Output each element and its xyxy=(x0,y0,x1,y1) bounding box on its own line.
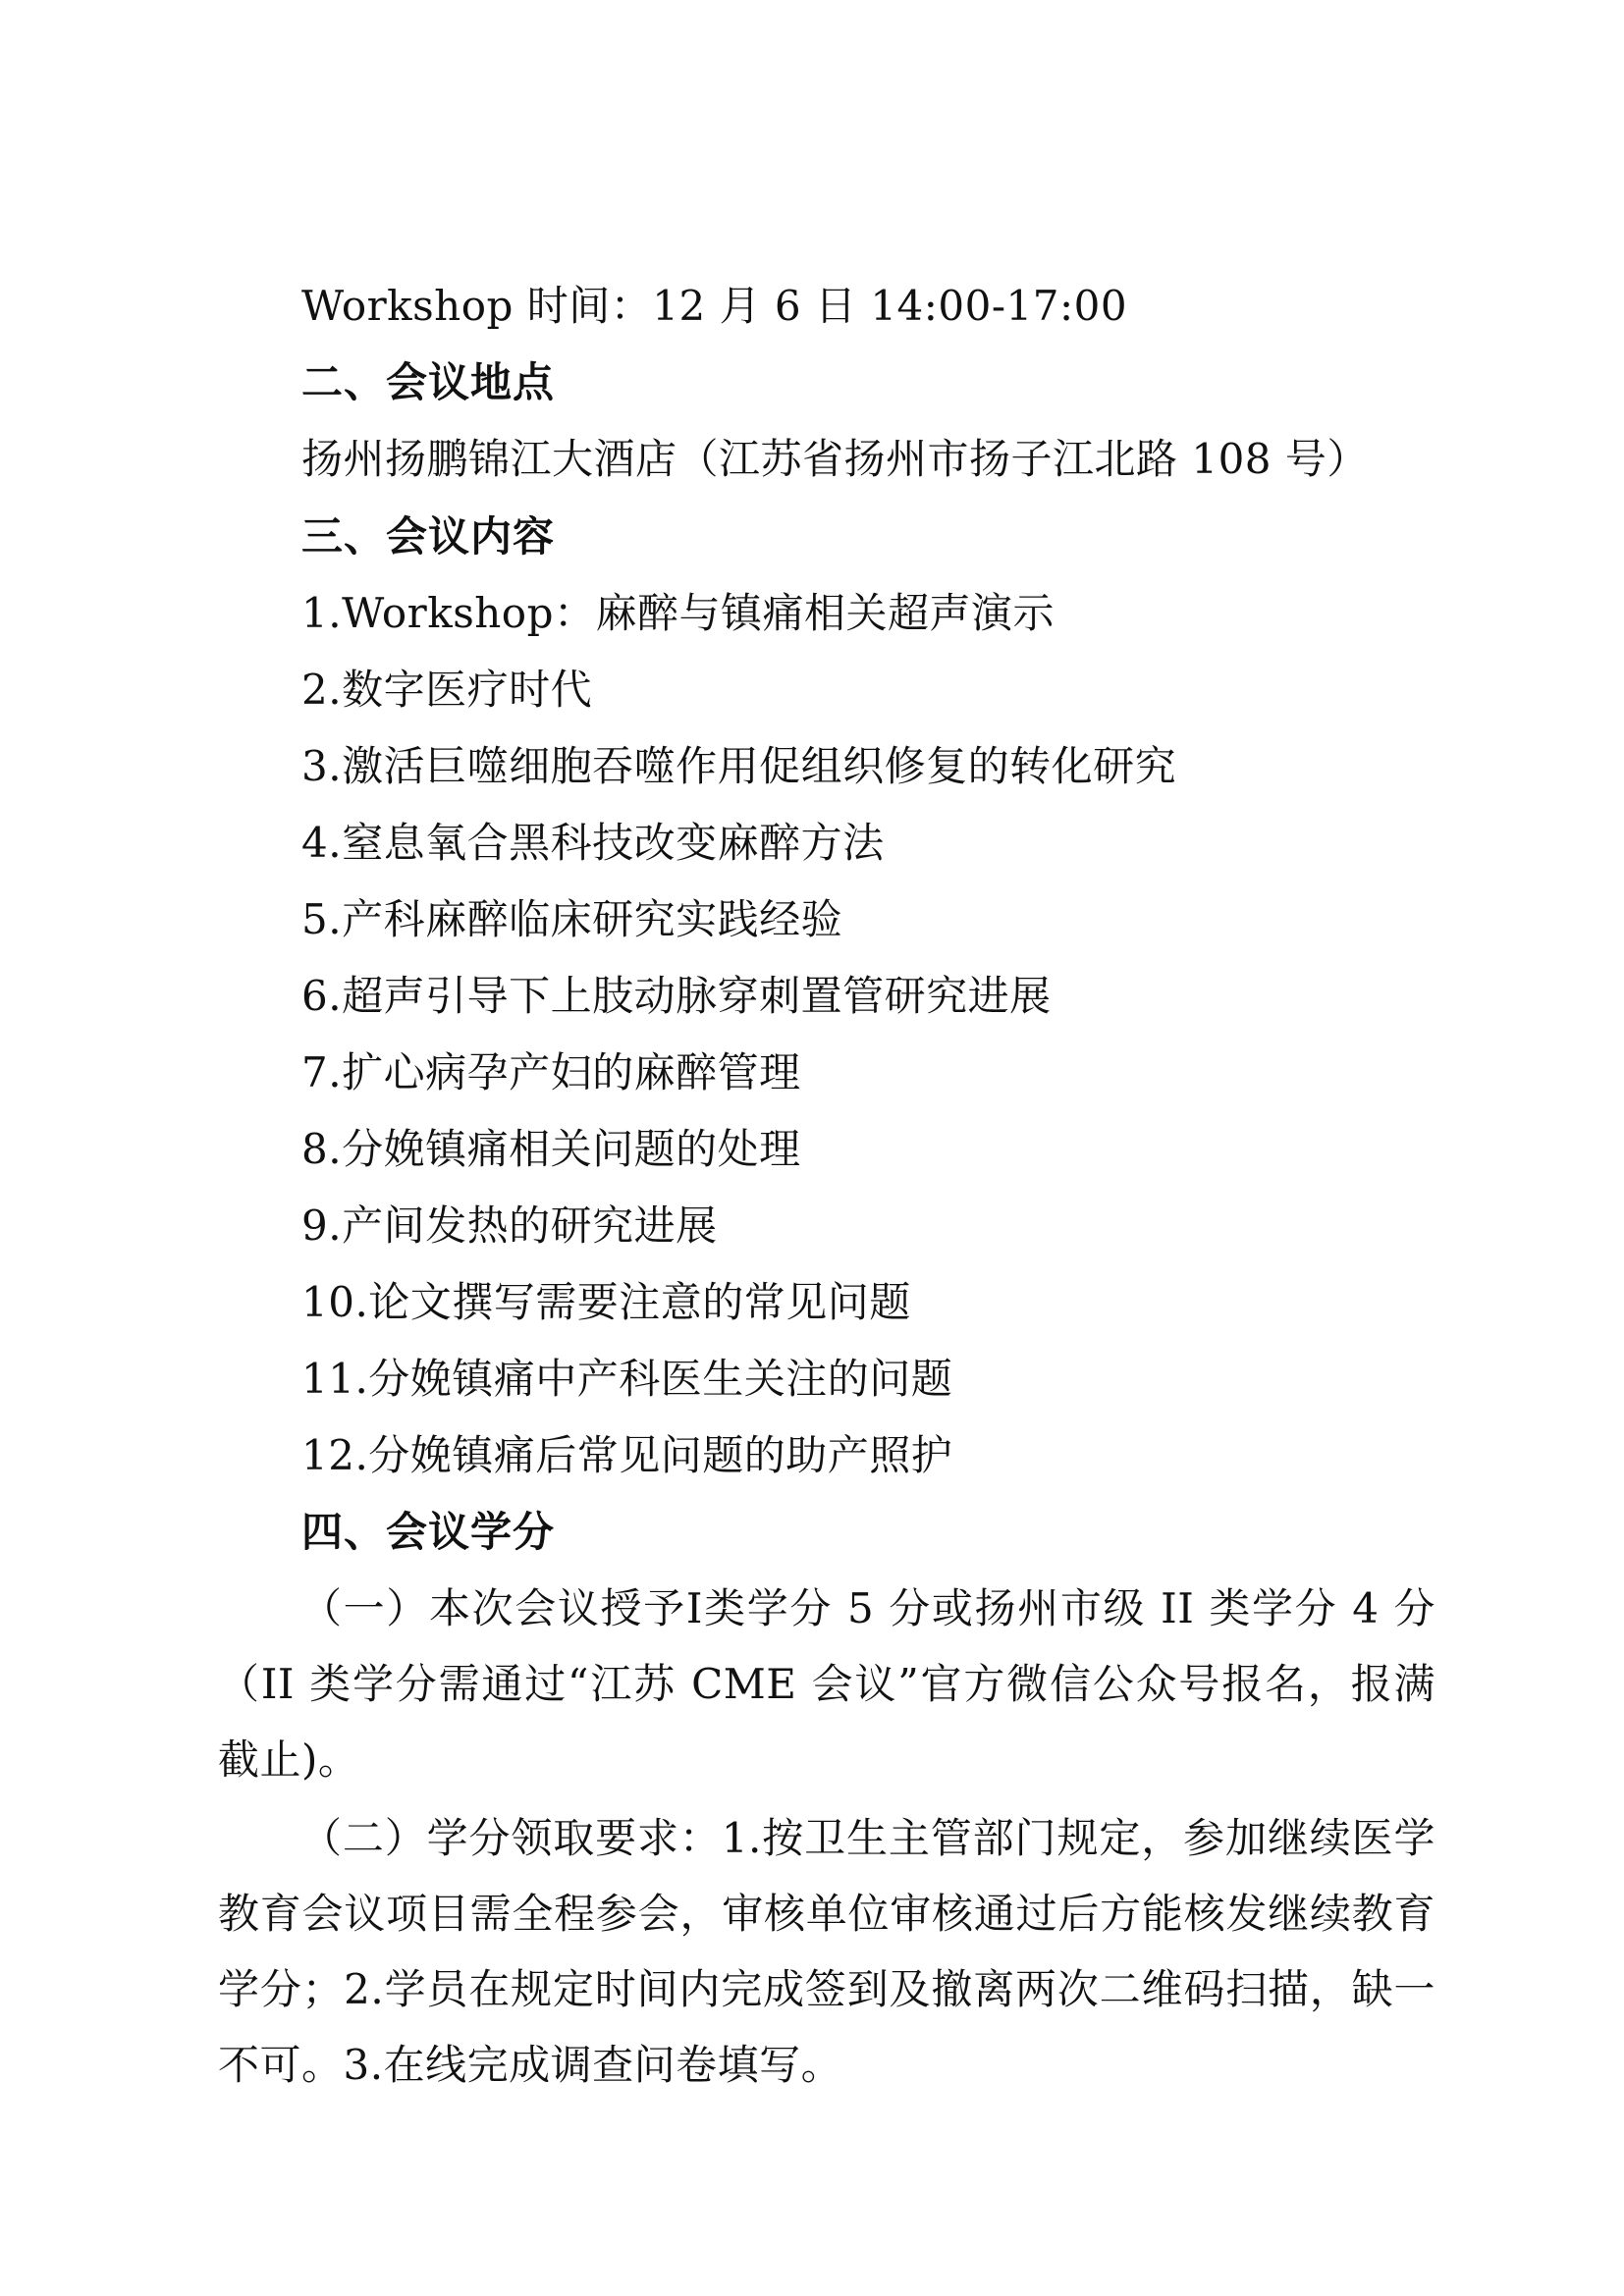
content-item: 11.分娩镇痛中产科医生关注的问题 xyxy=(301,1355,953,1403)
content-item: 12.分娩镇痛后常见问题的助产照护 xyxy=(301,1431,953,1479)
content-item: 9.产间发热的研究进展 xyxy=(301,1201,718,1250)
content-item: 7.扩心病孕产妇的麻醉管理 xyxy=(301,1048,801,1096)
content-item: 6.超声引导下上肢动脉穿刺置管研究进展 xyxy=(301,972,1052,1020)
venue-address: 扬州扬鹏锦江大酒店（江苏省扬州市扬子江北路 108 号） xyxy=(301,435,1369,483)
content-item: 3.激活巨噬细胞吞噬作用促组织修复的转化研究 xyxy=(301,742,1177,790)
content-item: 1.Workshop：麻醉与镇痛相关超声演示 xyxy=(301,589,1055,637)
credits-paragraph-2: （二）学分领取要求：1.按卫生主管部门规定，参加继续医学教育会议项目需全程参会，审核单位审核通过后方能核发继续教育学分；2.学员在规定时间内完成签到及撤离两次二维码扫描，缺一不可。3.在线完成调查问卷填写。 xyxy=(218,1814,1435,2089)
section-heading-content: 三、会议内容 xyxy=(301,512,556,561)
content-item: 8.分娩镇痛相关问题的处理 xyxy=(301,1125,801,1173)
content-item: 2.数字医疗时代 xyxy=(301,666,593,714)
content-item: 4.窒息氧合黑科技改变麻醉方法 xyxy=(301,819,885,867)
section-heading-credits: 四、会议学分 xyxy=(301,1508,556,1556)
section-heading-venue: 二、会议地点 xyxy=(301,358,556,406)
workshop-time-line: Workshop 时间：12 月 6 日 14:00-17:00 xyxy=(301,282,1128,330)
content-item: 10.论文撰写需要注意的常见问题 xyxy=(301,1278,911,1326)
content-item: 5.产科麻醉临床研究实践经验 xyxy=(301,895,843,943)
credits-paragraph-1: （一）本次会议授予Ⅰ类学分 5 分或扬州市级 II 类学分 4 分（II 类学分需通过“江苏 CME 会议”官方微信公众号报名，报满截止)。 xyxy=(218,1584,1435,1784)
